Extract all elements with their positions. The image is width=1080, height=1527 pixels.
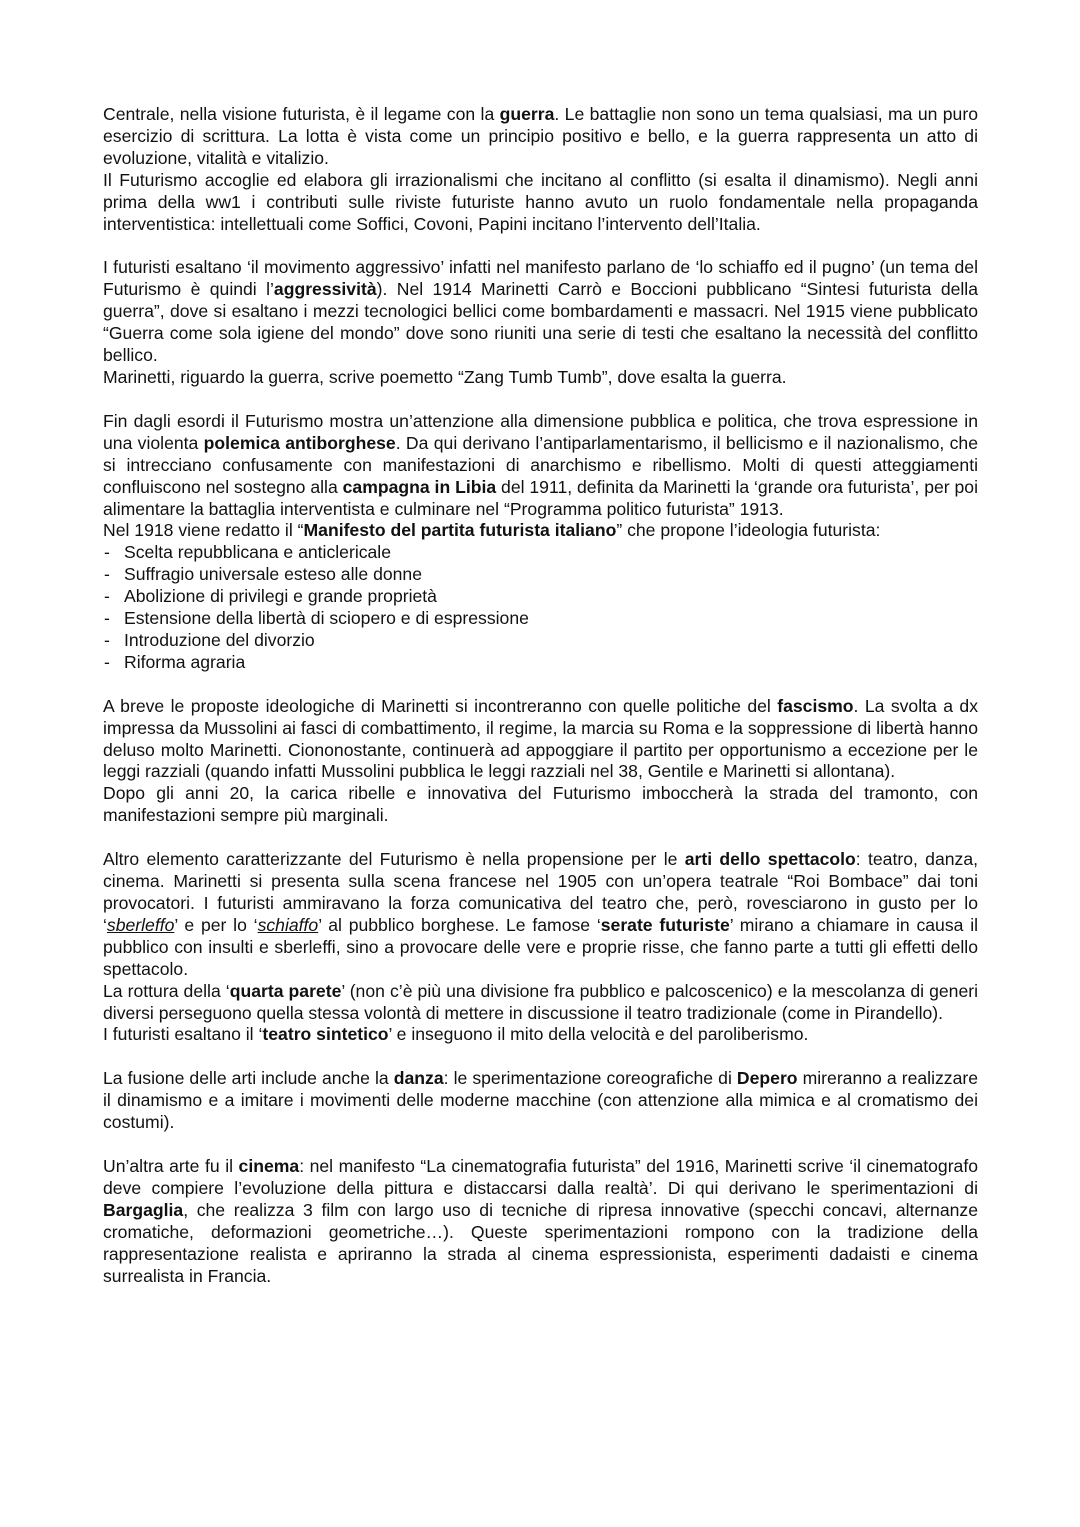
bold-term-guerra: guerra <box>499 104 555 124</box>
list-item: - Riforma agraria <box>103 652 978 674</box>
italic-term-schiaffo: schiaffo <box>257 914 319 935</box>
bold-term-teatro-sintetico: teatro sintetico <box>262 1024 389 1045</box>
text-span: La rottura della ‘ <box>103 980 230 1001</box>
paragraph-cinema <box>103 1156 978 1287</box>
list-item: - Suffragio universale esteso alle donne <box>103 564 978 586</box>
text-span: La fusione delle arti include anche la <box>103 1068 394 1089</box>
bold-term-quarta-parete: quarta parete <box>229 980 342 1001</box>
paragraph-polemica <box>103 411 978 521</box>
text-span: Centrale, nella visione futurista, è il legame con la <box>103 104 500 124</box>
bold-term-campagna-libia: campagna in Libia <box>342 476 497 497</box>
text-span: I futuristi esaltano il ‘ <box>103 1024 263 1045</box>
text-span: ). Nel 1914 Marinetti Carrò e Boccioni pubblicano “Sintesi futurista della guerra”, dove si esaltano i mezzi tecnologici bellici come bombardamenti e massacri. Nel 1915 viene pubblicato “Guerra come sola igiene del mondo” dove sono riuniti una serie di testi che esaltano la necessità del conflitto bellico. <box>103 279 978 366</box>
text-span: ’ e inseguono il mito della velocità e del paroliberismo. <box>388 1024 809 1045</box>
text-span: mireranno a realizzare il dinamismo e a imitare i movimenti delle moderne macchine (con attenzione alla mimica e al cromatismo dei costumi). <box>103 1068 978 1133</box>
paragraph-gap <box>103 1046 978 1068</box>
bold-term-serate-futuriste: serate futuriste <box>600 914 730 935</box>
text-span: Altro elemento caratterizzante del Futurismo è nella propensione per le <box>103 849 685 870</box>
paragraph-aggressivita <box>103 257 978 367</box>
text-span: . Da qui derivano l’antiparlamentarismo, il bellicismo e il nazionalismo, che si intrecciano confusamente con manifestazioni di anarchismo e ribellismo. Molti di questi atteggiamenti confluiscono nel sostegno alla <box>103 432 978 497</box>
bold-term-cinema: cinema <box>238 1156 300 1177</box>
document-page <box>103 104 978 1288</box>
text-span: : nel manifesto “La cinematografia futurista” del 1916, Marinetti scrive ‘il cinematografo deve compiere l’evoluzione della pittura e distaccarsi dalla realtà’. Di qui derivano le sperimentazioni di <box>103 1156 979 1198</box>
paragraph-gap <box>103 235 978 257</box>
text-span: : le sperimentazione coreografiche di <box>443 1068 737 1089</box>
paragraph-tramonto: Dopo gli anni 20, la carica ribelle e innovativa del Futurismo imboccherà la strada del tramonto, con manifestazioni sempre più marginali. <box>103 783 978 826</box>
text-span: ’ e per lo ‘ <box>174 914 258 935</box>
paragraph-manifesto-partito <box>103 520 978 542</box>
paragraph-fascismo <box>103 696 978 784</box>
bold-term-fascismo: fascismo <box>777 695 854 716</box>
text-span: del 1911, definita da Marinetti la ‘grande ora futurista’, per poi alimentare la battaglia interventista e culminare nel “Programma politico futurista” 1913. <box>103 476 978 519</box>
list-item: - Introduzione del divorzio <box>103 630 978 652</box>
paragraph-spettacolo <box>103 849 978 980</box>
paragraph-gap <box>103 827 978 849</box>
text-span: ’ al pubblico borghese. Le famose ‘ <box>318 914 601 935</box>
text-span: A breve le proposte ideologiche di Marinetti si incontreranno con quelle politiche del <box>103 695 778 716</box>
paragraph-irrazionalismi: Il Futurismo accoglie ed elabora gli irrazionalismi che incitano al conflitto (si esalta il dinamismo). Negli anni prima della ww1 i contributi sulle riviste futuriste hanno avuto un ruolo fondamentale nella propaganda interventistica: intellettuali come Soffici, Covoni, Papini incitano l’intervento dell’Italia. <box>103 169 978 234</box>
list-item: - Estensione della libertà di sciopero e di espressione <box>103 608 978 630</box>
paragraph-danza <box>103 1068 978 1134</box>
text-span: ’ (non c’è più una divisione fra pubblico e palcoscenico) e la mescolanza di generi diversi perseguono quella stessa volontà di mettere in discussione il teatro tradizionale (come in Pirandello). <box>103 980 978 1023</box>
text-span: , che realizza 3 film con largo uso di tecniche di ripresa innovative (specchi concavi, alternanze cromatiche, deformazioni geometriche…). Queste sperimentazioni rompono con la tradizione della rappresentazione realista e apriranno la strada al cinema espressionista, esperimenti dadaisti e cinema surrealista in Francia. <box>103 1199 978 1286</box>
text-span: Nel 1918 viene redatto il “ <box>103 520 304 541</box>
bold-term-arti-spettacolo: arti dello spettacolo <box>684 849 856 870</box>
text-span: ’ mirano a chiamare in causa il pubblico con insulti e sberleffi, sino a provocare delle vere e proprie risse, che fanno parte a tutti gli effetti dello spettacolo. <box>103 914 979 979</box>
text-span: ” che propone l’ideologia futurista: <box>616 520 881 541</box>
bold-term-aggressivita: aggressività <box>273 279 377 300</box>
bold-term-manifesto: Manifesto del partita futurista italiano <box>303 520 617 541</box>
paragraph-gap <box>103 674 978 696</box>
bold-term-bargaglia: Bargaglia <box>103 1199 184 1220</box>
text-span: : teatro, danza, cinema. Marinetti si presenta sulla scena francese nel 1905 con un’opera teatrale “Roi Bombace” dai toni provocatori. I futuristi ammiravano la forza comunicativa del teatro che, però, rovesciarono in gusto per lo ‘ <box>103 849 979 935</box>
italic-term-sberleffo: sberleffo <box>106 914 175 935</box>
ideology-list <box>103 542 978 673</box>
text-span: . Le battaglie non sono un tema qualsiasi, ma un puro esercizio di scrittura. La lotta è vista come un principio positivo e bello, e la guerra rappresenta un atto di evoluzione, vitalità e vitalizio. <box>103 104 978 168</box>
list-item: - Scelta repubblicana e anticlericale <box>103 542 978 564</box>
text-span: Fin dagli esordi il Futurismo mostra un’attenzione alla dimensione pubblica e politica, che trova espressione in una violenta <box>103 410 978 453</box>
text-span: . La svolta a dx impressa da Mussolini ai fasci di combattimento, il regime, la marcia su Roma e la soppressione di libertà hanno deluso molto Marinetti. Ciononostante, continuerà ad appoggiare il partito per opportunismo a eccezione per le leggi razziali (quando infatti Mussolini pubblica le leggi razziali nel 38, Gentile e Marinetti si allontana). <box>103 695 978 782</box>
text-span: I futuristi esaltano ‘il movimento aggressivo’ infatti nel manifesto parlano de ‘lo schiaffo ed il pugno’ (un tema del Futurismo è quindi l’ <box>103 257 978 300</box>
text-span: Un’altra arte fu il <box>103 1156 239 1177</box>
paragraph-gap <box>103 1134 978 1156</box>
paragraph-guerra <box>103 104 978 170</box>
bold-term-depero: Depero <box>736 1068 798 1089</box>
paragraph-quarta-parete <box>103 981 978 1025</box>
bold-term-polemica-antiborghese: polemica antiborghese <box>203 432 396 453</box>
list-item: - Abolizione di privilegi e grande proprietà <box>103 586 978 608</box>
paragraph-gap <box>103 389 978 411</box>
bold-term-danza: danza <box>393 1068 444 1089</box>
paragraph-teatro-sintetico <box>103 1024 978 1046</box>
paragraph-zang-tumb-tumb: Marinetti, riguardo la guerra, scrive poemetto “Zang Tumb Tumb”, dove esalta la guerra. <box>103 366 787 387</box>
